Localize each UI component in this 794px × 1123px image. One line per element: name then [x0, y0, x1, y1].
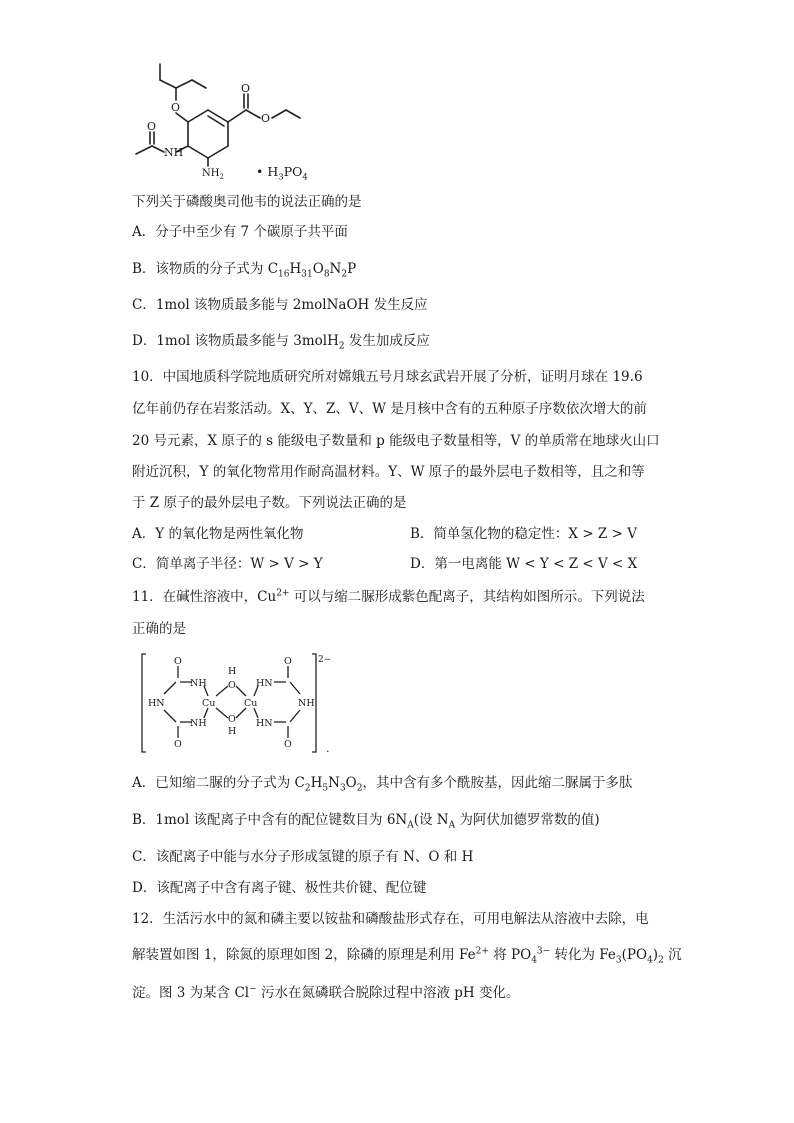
complex-charge-label: 2− [318, 655, 332, 665]
q10-option-b: B．简单氢化物的稳定性：X > Z > V [410, 526, 637, 542]
q10-line-3: 20 号元素，X 原子的 s 能级电子数量和 p 能级电子数量相等，V 的单质常在地球火山口 [132, 433, 660, 449]
q10-line-4: 附近沉积，Y 的氧化物常用作耐高温材料。Y、W 原子的最外层电子数相等，且之和等 [132, 464, 645, 480]
cu-label: Cu [202, 698, 216, 709]
chain-bond [160, 80, 176, 88]
ester-oxygen-label: O [261, 112, 271, 125]
o-label: O [284, 739, 292, 750]
q11-option-b: B．1mol 该配离子中含有的配位键数目为 $6N_A$(设 $N_A$ 为阿伏加德罗常数的值) [132, 812, 600, 831]
ring-bond [188, 146, 208, 158]
o-label: O [228, 714, 236, 725]
q10-option-c: C．简单离子半径：W > V > Y [132, 556, 323, 572]
q9-option-b: B．该物质的分子式为 $C_{16}H_{31}O_8N_2P$ [132, 261, 357, 280]
q11-option-d: D．该配离子中含有离子键、极性共价键、配位键 [132, 880, 427, 896]
chain-bond [192, 80, 206, 88]
left-bracket [142, 654, 146, 752]
bond [204, 708, 208, 718]
phosphate-label: • $H_3PO_4$ [256, 164, 308, 183]
q10-option-d: D．第一电离能 W < Y < Z < V < X [410, 556, 638, 572]
figure-period: . [326, 742, 330, 755]
h-label: H [228, 726, 237, 737]
bond [216, 708, 228, 718]
amide-bond [152, 146, 164, 152]
ring-bond [208, 110, 228, 122]
bond [254, 708, 258, 718]
q12-line-3: 淀。图 3 为某含 Cl− 污水在氮磷联合脱除过程中溶液 pH 变化。 [132, 984, 520, 1001]
q9-option-c: C．1mol 该物质最多能与 2molNaOH 发生反应 [132, 297, 428, 313]
amide-oxygen-label: O [147, 120, 157, 133]
ether-bond [176, 113, 188, 122]
q11-line-2: 正确的是 [132, 621, 186, 637]
ethyl-bond [272, 110, 286, 118]
ring-bond [208, 146, 228, 158]
ester-bond [246, 110, 260, 118]
hn-label: HN [256, 718, 273, 729]
ethyl-bond [286, 110, 300, 118]
ether-oxygen-label: O [171, 101, 181, 114]
bond [236, 686, 246, 696]
amine-label: $NH_2$ [202, 168, 224, 181]
hn-label: HN [148, 698, 165, 709]
bond [164, 682, 176, 694]
q10-option-a: A．Y 的氧化物是两性氧化物 [132, 526, 304, 542]
chain-bond [176, 80, 192, 88]
h-label: H [228, 666, 237, 677]
o-label: O [174, 739, 182, 750]
bond [236, 708, 246, 718]
ring-bond [188, 110, 208, 122]
q12-line-1: 12．生活污水中的氮和磷主要以铵盐和磷酸盐形式存在，可用电解法从溶液中去除，电 [132, 911, 649, 927]
q10-line-1: 10．中国地质科学院地质研究所对嫦娥五号月球玄武岩开展了分析，证明月球在 19.6 [132, 369, 643, 385]
ester-bond [228, 110, 246, 122]
cu-label: Cu [244, 698, 258, 709]
bond [290, 710, 300, 722]
q10-line-5: 于 Z 原子的最外层电子数。下列说法正确的是 [132, 495, 407, 511]
q11-option-c: C．该配离子中能与水分子形成氢键的原子有 N、O 和 H [132, 849, 474, 865]
hn-label: HN [256, 678, 273, 689]
q9-option-a: A．分子中至少有 7 个碳原子共平面 [132, 224, 348, 240]
copper-biuret-complex-figure [140, 652, 340, 756]
nh-label: NH [298, 698, 315, 709]
nh-label: NH [190, 718, 207, 729]
q9-stem: 下列关于磷酸奥司他韦的说法正确的是 [132, 194, 362, 210]
methyl-bond [136, 146, 152, 154]
ester-carbonyl-oxygen-label: O [241, 82, 251, 95]
q11-option-a: A．已知缩二脲的分子式为 $C_2H_5N_3O_2$，其中含有多个酰胺基，因此缩二脲属于多肽 [132, 775, 633, 794]
q11-line-1: 11．在碱性溶液中，$Cu^{2+}$ 可以与缩二脲形成紫色配离子，其结构如图所示。下列说法 [132, 588, 645, 605]
o-label: O [174, 656, 182, 667]
o-label: O [228, 680, 236, 691]
amide-nh-label: NH [164, 146, 184, 159]
q10-line-2: 亿年前仍存在岩浆活动。X、Y、Z、V、W 是月核中含有的五种原子序数依次增大的前 [132, 401, 647, 417]
nh-label: NH [190, 678, 207, 689]
bond [290, 682, 300, 694]
bond [216, 686, 228, 696]
q9-option-d: D．1mol 该物质最多能与 3molH$_2$ 发生加成反应 [132, 333, 430, 352]
o-label: O [284, 656, 292, 667]
q12-line-2: 解装置如图 1，除氮的原理如图 2，除磷的原理是利用 $Fe^{2+}$ 将 $PO_4^{3-}$ 转化为 $Fe_3(PO_4)_2$ 沉 [132, 946, 682, 966]
bond [164, 710, 176, 722]
